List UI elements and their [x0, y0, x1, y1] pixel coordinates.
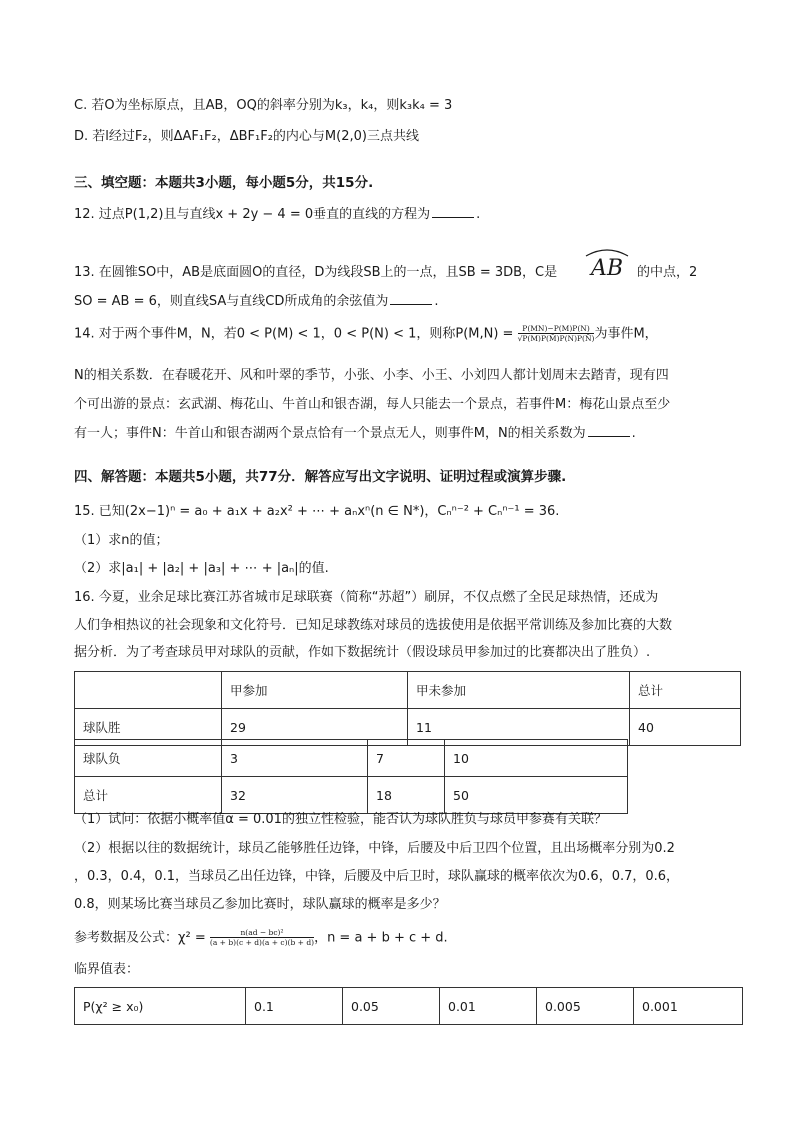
question-13-text-2: SO = AB = 6，则直线SA与直线CD所成角的余弦值为: [74, 294, 389, 309]
table-cell: 18: [368, 777, 445, 814]
question-15-part-2: （2）求|a₁| + |a₂| + |a₃| + ⋯ + |aₙ|的值.: [74, 561, 329, 576]
fraction-denominator: √P(M)P(M̄)P(N)P(N̄): [517, 334, 595, 343]
question-16-part-2-line-2: ，0.3，0.4，0.1，当球员乙出任边锋，中锋，后腰及中后卫时，球队赢球的概率依次为0.6，0.7，0.6，: [74, 869, 680, 884]
question-14-line-3: 个可出游的景点：玄武湖、梅花山、牛首山和银杏湖，每人只能去一个景点，若事件M：梅花山景点至少: [74, 397, 671, 412]
table-cell: 3: [222, 740, 368, 777]
table-cell: 11: [408, 709, 630, 746]
table-cell: 50: [445, 777, 628, 814]
table-cell: 40: [630, 709, 741, 746]
fraction-denominator-text: P(M)P(M̄)P(N)P(N̄): [522, 334, 595, 343]
option-d: D. 若l经过F₂，则ΔAF₁F₂，ΔBF₁F₂的内心与M(2,0)三点共线: [74, 129, 419, 144]
table-cell: 球队负: [75, 740, 222, 777]
question-16-part-2-line-3: 0.8，则某场比赛当球员乙参加比赛时，球队赢球的概率是多少？: [74, 897, 446, 912]
chi-square-numerator: n(ad − bc)²: [210, 928, 314, 938]
table-cell: 10: [445, 740, 628, 777]
table-cell: 0.01: [440, 988, 537, 1025]
reference-suffix: ，n = a + b + c + d.: [314, 930, 448, 946]
fraction-numerator: P(MN)−P(M)P(N): [518, 324, 595, 334]
option-c: C. 若O为坐标原点，且AB，OQ的斜率分别为k₃，k₄，则k₃k₄ = 3: [74, 98, 453, 113]
question-13-text: 13. 在圆锥SO中，AB是底面圆O的直径，D为线段SB上的一点，且SB = 3DB，C是: [74, 265, 558, 280]
question-13-end: .: [434, 294, 439, 309]
question-14-line-1: [74, 324, 658, 345]
question-16-line-3: 据分析．为了考查球员甲对球队的贡献，作如下数据统计（假设球员甲参加过的比赛都决出了胜负）.: [74, 645, 651, 660]
critical-value-table: [74, 987, 743, 1025]
table-cell: [75, 672, 222, 709]
chi-square-denominator: (a + b)(c + d)(a + c)(b + d): [209, 938, 315, 947]
question-16-part-1: （1）试问：依据小概率值α = 0.01的独立性检验，能否认为球队胜负与球员甲参赛有关联？: [74, 812, 607, 827]
table-cell: 甲未参加: [408, 672, 630, 709]
answer-blank: [390, 292, 432, 305]
question-14-text-end: 为事件M，: [594, 326, 658, 342]
table-cell: 32: [222, 777, 368, 814]
table-cell: 甲参加: [222, 672, 408, 709]
question-14-end: .: [631, 426, 636, 441]
question-13-line-1: [74, 263, 557, 283]
contingency-table-lower: [74, 739, 628, 814]
question-14-text: 14. 对于两个事件M，N，若0 < P(M) < 1，0 < P(N) < 1，则称P(M,N) =: [74, 326, 514, 342]
table-cell: 0.001: [634, 988, 743, 1025]
section-4-heading: 四、解答题：本题共5小题，共77分．解答应写出文字说明、证明过程或演算步骤.: [74, 469, 567, 485]
table-row: [75, 672, 741, 709]
table-cell: 总计: [630, 672, 741, 709]
table-cell: 7: [368, 740, 445, 777]
question-12: [74, 205, 480, 225]
correlation-fraction: [518, 324, 595, 344]
reference-formula: [74, 928, 448, 949]
table-cell: 球队胜: [75, 709, 222, 746]
question-13-line-1-end: 的中点，2: [637, 265, 698, 280]
table-row: [75, 988, 743, 1025]
question-14-line-4: [74, 424, 636, 444]
question-13-line-2: [74, 292, 439, 312]
table-row: [75, 740, 628, 777]
contingency-table: [74, 671, 741, 746]
chi-square-fraction: [210, 928, 314, 948]
question-16-part-2-line-1: （2）根据以往的数据统计，球员乙能够胜任边锋，中锋，后腰及中后卫四个位置，且出场概率分别为0.2: [74, 841, 675, 856]
question-14-text-4: 有一人；事件N：牛首山和银杏湖两个景点恰有一个景点无人，则事件M，N的相关系数为: [74, 426, 586, 441]
question-15-part-1: （1）求n的值；: [74, 533, 169, 548]
critical-value-label: 临界值表：: [74, 962, 140, 977]
question-12-text: 12. 过点P(1,2)且与直线x + 2y − 4 = 0垂直的直线的方程为: [74, 207, 431, 222]
question-12-end: .: [476, 207, 481, 222]
table-cell: 0.05: [343, 988, 440, 1025]
question-16-line-1: 16. 今夏，业余足球比赛江苏省城市足球联赛（简称“苏超”）刷屏，不仅点燃了全民足球热情，还成为: [74, 590, 659, 605]
answer-blank: [588, 424, 630, 437]
answer-blank: [432, 205, 474, 218]
reference-prefix: 参考数据及公式：χ² =: [74, 930, 206, 946]
question-16-line-2: 人们争相热议的社会现象和文化符号．已知足球教练对球员的选拔使用是依据平常训练及参加比赛的大数: [74, 618, 673, 633]
table-cell: 0.005: [537, 988, 634, 1025]
arc-ab-label: AB: [590, 256, 624, 281]
arc-ab-symbol: [582, 245, 632, 281]
section-3-heading: 三、填空题：本题共3小题，每小题5分，共15分.: [74, 175, 374, 191]
table-cell: 29: [222, 709, 408, 746]
table-row: [75, 777, 628, 814]
table-cell: 0.1: [246, 988, 343, 1025]
question-14-line-2: N的相关系数．在春暖花开、风和叶翠的季节，小张、小李、小王、小刘四人都计划周末去踏青，现有四: [74, 368, 669, 383]
question-15-stem: 15. 已知(2x−1)ⁿ = a₀ + a₁x + a₂x² + ⋯ + aₙxⁿ(n ∈ N*)，Cₙⁿ⁻² + Cₙⁿ⁻¹ = 36.: [74, 504, 560, 519]
table-cell: 总计: [75, 777, 222, 814]
table-cell: P(χ² ≥ x₀): [75, 988, 246, 1025]
